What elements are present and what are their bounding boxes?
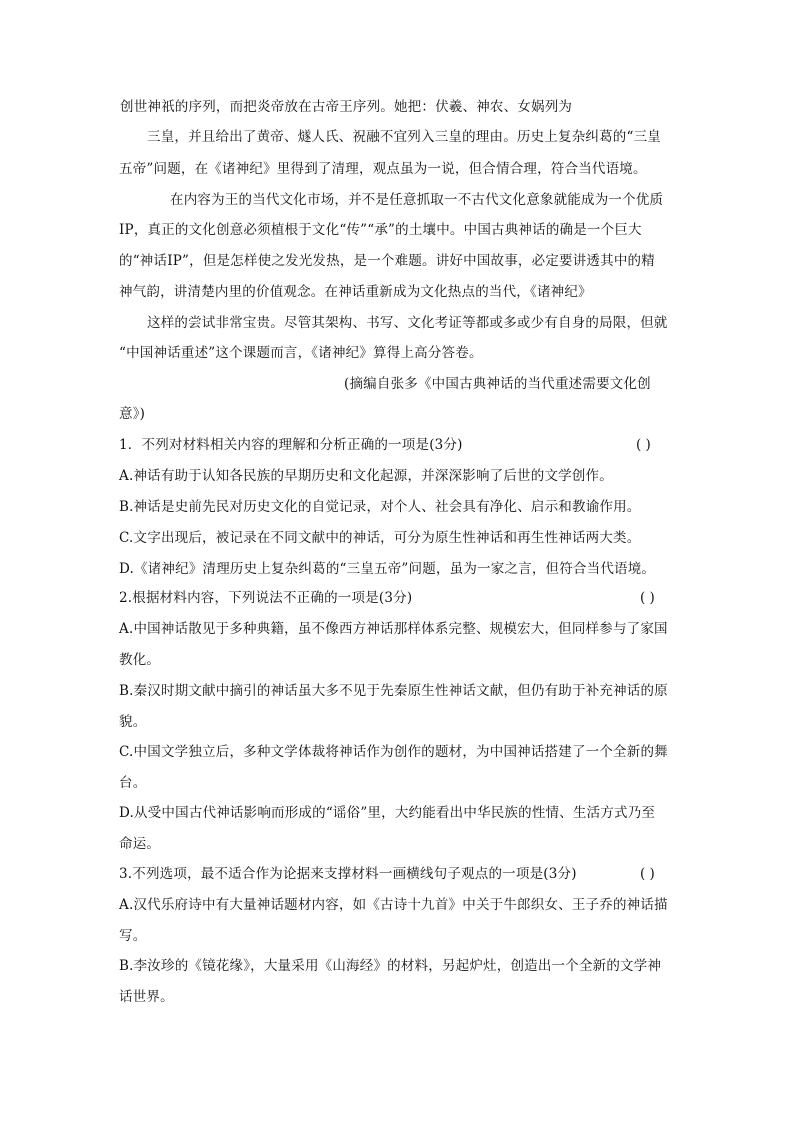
passage-line: 创世神祇的序列，而把炎帝放在古帝王序列。她把：伏羲、神农、女娲列为 (120, 99, 573, 115)
passage-line: 的“神话IP”，但是怎样使之发光发热，是一个难题。讲好中国故事，必定要讲透其中的精 (119, 253, 655, 269)
passage-line: IP，真正的文化创意必须植根于文化“传”“承”的土壤中。中国古典神话的确是一个巨大 (119, 222, 642, 238)
option-b-cont: 貌。 (119, 714, 147, 730)
passage-line: 这样的尝试非常宝贵。尽管其架构、书写、文化考证等都或多或少有自身的局限，但就 (147, 315, 668, 331)
option-b-cont: 话世界。 (119, 989, 174, 1005)
question-stem: 3.不列选项，最不适合作为论据来支撑材料一画横线句子观点的一项是(3分) (119, 866, 577, 882)
passage-line: 五帝”问题，在《诸神纪》里得到了清理，观点虽为一说，但合情合理，符合当代语境。 (119, 161, 647, 177)
option-a-cont: 写。 (119, 928, 147, 944)
option-c: C.文字出现后，被记录在不同文献中的神话，可分为原生性神话和再生性神话两大类。 (119, 530, 641, 546)
option-c: C.中国文学独立后，多种文学体裁将神话作为创作的题材，为中国神话搭建了一个全新的舞 (119, 744, 668, 760)
option-a: A.汉代乐府诗中有大量神话题材内容，如《古诗十九首》中关于牛郎织女、王子乔的神话描 (119, 897, 668, 913)
option-b: B.神话是史前先民对历史文化的自觉记录，对个人、社会具有净化、启示和教谕作用。 (119, 499, 641, 515)
option-a: A.中国神话散见于多种典籍，虽不像西方神话那样体系完整、规模宏大，但同样参与了家国 (119, 621, 668, 637)
option-a: A.神话有助于认知各民族的早期历史和文化起源，并深深影响了后世的文学创作。 (119, 468, 613, 484)
option-d: D.从受中国古代神话影响而形成的“谣俗”里，大约能看出中华民族的性情、生活方式乃至 (119, 805, 656, 821)
option-b: B.秦汉时期文献中摘引的神话虽大多不见于先秦原生性神话文献，但仍有助于补充神话的原 (119, 683, 668, 699)
option-c-cont: 台。 (119, 775, 147, 791)
source-citation: (摘编自张多《中国古典神话的当代重述需要文化创 (344, 376, 651, 392)
option-d: D.《诸神纪》清理历史上复杂纠葛的“三皇五帝”问题，虽为一家之言，但符合当代语境。 (119, 561, 656, 577)
passage-line: “中国神话重述”这个课题而言，《诸神纪》算得上高分答卷。 (119, 345, 483, 361)
question-stem: 1．不列对材料相关内容的理解和分析正确的一项是(3分) (119, 437, 463, 453)
passage-line: 在内容为王的当代文化市场，并不是任意抓取一不古代文化意象就能成为一个优质 (170, 192, 664, 208)
passage-line: 神气韵，讲清楚内里的价值观念。在神话重新成为文化热点的当代，《诸神纪》 (119, 284, 592, 300)
passage-line: 三皇，并且给出了黄帝、燧人氏、祝融不宜列入三皇的理由。历史上复杂纠葛的“三皇 (147, 129, 662, 145)
source-citation-end: 意》) (119, 406, 146, 422)
option-a-cont: 教化。 (119, 652, 161, 668)
option-d-cont: 命运。 (119, 836, 161, 852)
question-stem: 2.根据材料内容，下列说法不正确的一项是(3分) (119, 590, 413, 606)
answer-blank: ( ) (640, 866, 655, 882)
option-b: B.李汝珍的《镜花缘》，大量采用《山海经》的材料，另起炉灶，创造出一个全新的文学神 (119, 958, 662, 974)
answer-blank: ( ) (640, 590, 655, 606)
answer-blank: ( ) (636, 437, 651, 453)
